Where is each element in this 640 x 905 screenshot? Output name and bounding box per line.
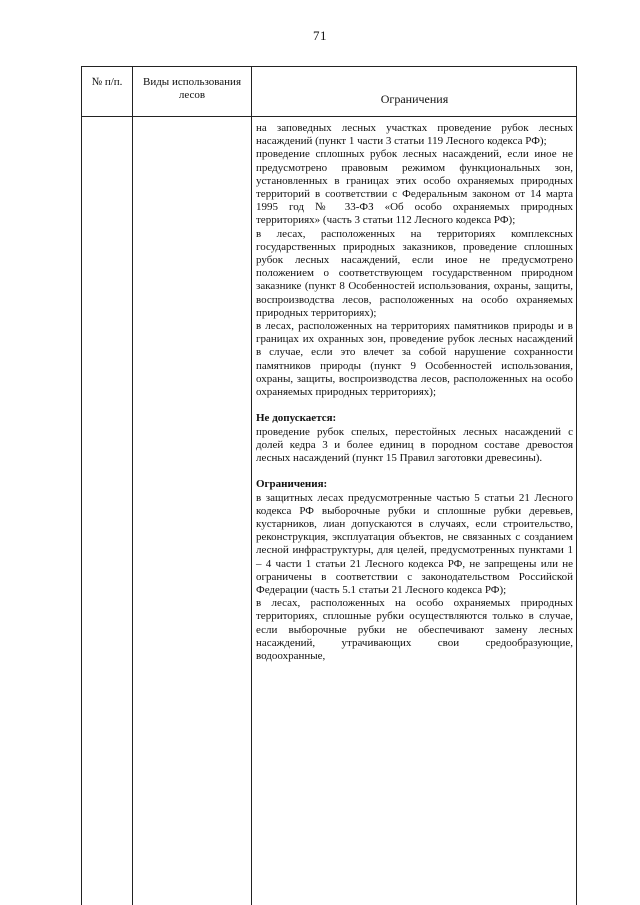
header-bottom-border (81, 116, 577, 117)
header-forest-use-types: Виды использования лесов (142, 76, 242, 101)
header-restrictions: Ограничения (380, 92, 449, 106)
paragraph-gap (256, 465, 573, 478)
paragraph-gap (256, 399, 573, 412)
not-allowed-heading: Не допускается: (256, 412, 337, 425)
table-top-border (81, 66, 577, 67)
table-right-border (576, 66, 577, 905)
restriction-paragraph: в лесах, расположенных на территориях памятников природы и в границах их охранных зон, проведение рубок лесных насаждений в случае, если это влечет за собой нарушение сохранности памятников природы (пункт 9 Особенностей использования, охраны, защиты, воспроизводства лесов, расположенных на особо охраняемых природных территориях); (256, 320, 573, 399)
column-divider-1 (132, 66, 133, 905)
page-number: 71 (313, 28, 327, 43)
restriction-paragraph: проведение сплошных рубок лесных насаждений, если иное не предусмотрено правовым режимом функциональных зон, установленных в границах этих особо охраняемых природных территорий в соответствии с Федеральным законом от 14 марта 1995 год № 33-ФЗ «Об особо охраняемых природных территориях» (часть 3 статьи 112 Лесного кодекса РФ); (256, 148, 573, 227)
table-left-border (81, 66, 82, 905)
column-divider-2 (251, 66, 252, 905)
restrictions-heading: Ограничения: (256, 478, 328, 491)
restriction-paragraph: в защитных лесах предусмотренные частью 5 статьи 21 Лесного кодекса РФ выборочные рубки и сплошные рубки деревьев, кустарников, лиан допускаются в случаях, если строительство, реконструкция, эксплуатация объектов, не связанных с созданием лесной инфраструктуры, для целей, предусмотренных пунктами 1 – 4 части 1 статьи 21 Лесного кодекса РФ, не запрещены или не ограничены в соответствии с законодательством Российской Федерации (часть 5.1 статьи 21 Лесного кодекса РФ); (256, 491, 573, 597)
restriction-paragraph: на заповедных лесных участках проведение рубок лесных насаждений (пункт 1 части 3 статьи 119 Лесного кодекса РФ); (256, 122, 573, 148)
header-num: № п/п. (91, 76, 123, 88)
restriction-paragraph: в лесах, расположенных на территориях комплексных государственных природных заказников, проведение сплошных рубок лесных насаждений, если иное не предусмотрено положением о соответствующем государственном природном заказнике (пункт 8 Особенностей использования, охраны, защиты, воспроизводства лесов, расположенных на особо охраняемых природных территориях); (256, 227, 573, 319)
restrictions-text (256, 122, 573, 663)
restriction-paragraph: в лесах, расположенных на особо охраняемых природных территориях, сплошные рубки осуществляются только в случае, если выборочные рубки не обеспечивают замену лесных насаждений, утрачивающих свои средообразующие, водоохранные, (256, 597, 573, 663)
restriction-paragraph: проведение рубок спелых, перестойных лесных насаждений с долей кедра 3 и более единиц в породном составе древостоя лесных насаждений (пункт 15 Правил заготовки древесины). (256, 425, 573, 465)
restrictions-table (81, 66, 577, 905)
